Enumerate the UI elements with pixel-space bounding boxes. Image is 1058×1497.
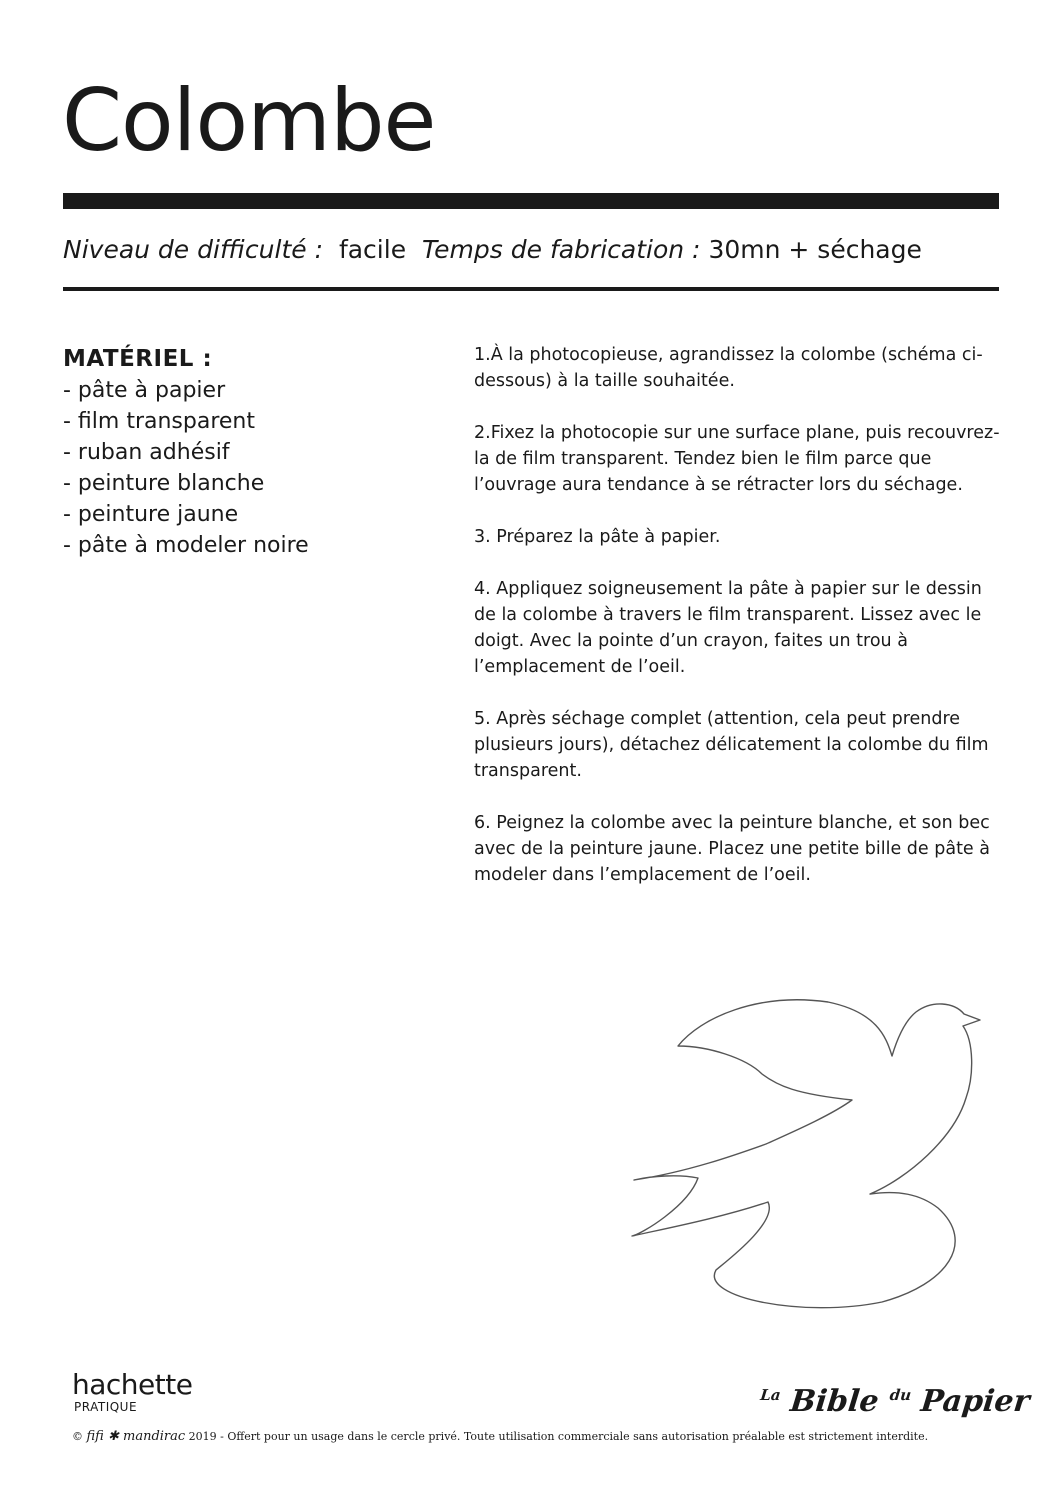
logo-word-la: La (759, 1386, 782, 1404)
material-item: - pâte à modeler noire (63, 533, 309, 558)
dove-outline-icon (628, 998, 988, 1318)
copyright-symbol: © (72, 1430, 83, 1443)
project-meta (63, 233, 1003, 267)
materials-heading: MATÉRIEL : (63, 346, 213, 372)
hachette-wordmark: hachette (72, 1368, 193, 1401)
step-6: 6. Peignez la colombe avec la peinture blanche, et son bec avec de la peinture jaune. Placez une petite bille de pâte à modeler dans l’emplacement de l’oeil. (474, 813, 990, 885)
footer-text: 2019 - Offert pour un usage dans le cercle privé. Toute utilisation commerciale sans autorisation préalable est strictement interdite. (185, 1430, 929, 1443)
pratique-wordmark: PRATIQUE (74, 1400, 138, 1414)
title-rule (63, 193, 999, 209)
difficulty-value: facile (338, 235, 407, 264)
page-title: Colombe (62, 71, 436, 171)
materials-list (63, 375, 443, 561)
instructions-section (474, 342, 1004, 914)
bible-du-papier-logo (758, 1378, 1032, 1419)
logo-word-bible: Bible (788, 1384, 881, 1419)
material-item: - film transparent (63, 409, 255, 434)
material-item: - pâte à papier (63, 378, 226, 403)
step-1: 1.À la photocopieuse, agrandissez la colombe (schéma ci-dessous) à la taille souhaitée. (474, 345, 983, 391)
difficulty-label: Niveau de difficulté : (63, 235, 324, 264)
copyright-footer (72, 1429, 1032, 1445)
material-item: - peinture blanche (63, 471, 265, 496)
step-5: 5. Après séchage complet (attention, cela peut prendre plusieurs jours), détachez délicatement la colombe du film transparent. (474, 709, 989, 781)
materials-section (63, 343, 443, 561)
logo-word-papier: Papier (919, 1384, 1032, 1419)
author-brand: fifi ✱ mandirac (86, 1429, 186, 1444)
time-value: 30mn + séchage (708, 235, 922, 264)
logo-word-du: du (888, 1386, 913, 1404)
meta-rule (63, 287, 999, 291)
step-4: 4. Appliquez soigneusement la pâte à papier sur le dessin de la colombe à travers le film transparent. Lissez avec le doigt. Avec la pointe d’un crayon, faites un trou à l’emplacement de l’oeil. (474, 579, 982, 677)
hachette-logo (72, 1370, 192, 1414)
material-item: - ruban adhésif (63, 440, 230, 465)
step-2: 2.Fixez la photocopie sur une surface plane, puis recouvrez-la de film transparent. Tendez bien le film parce que l’ouvrage aura tendance à se rétracter lors du séchage. (474, 423, 1000, 495)
step-3: 3. Préparez la pâte à papier. (474, 527, 721, 547)
material-item: - peinture jaune (63, 502, 239, 527)
time-label: Temps de fabrication : (421, 235, 701, 264)
